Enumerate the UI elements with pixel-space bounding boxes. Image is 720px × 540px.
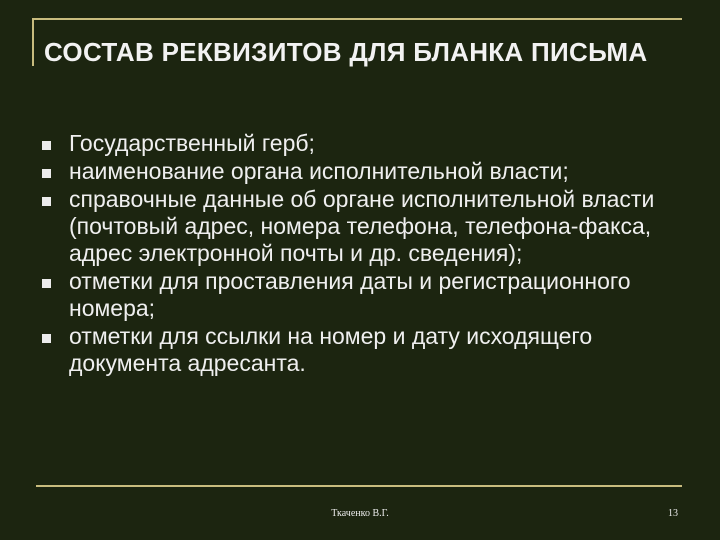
bullet-item [42,186,662,267]
bullet-item [42,130,662,157]
square-bullet-icon [42,334,51,343]
bullet-text: Государственный герб; [69,130,315,156]
square-bullet-icon [42,141,51,150]
bullet-text: отметки для проставления даты и регистрационного номера; [69,268,631,321]
bullet-item [42,158,662,185]
bullet-text: наименование органа исполнительной власти; [69,158,569,184]
bullet-list [42,130,662,378]
square-bullet-icon [42,197,51,206]
frame-top-line [32,18,682,20]
bullet-item [42,323,662,377]
frame-bottom-line [36,485,682,487]
square-bullet-icon [42,279,51,288]
frame-left-line [32,18,34,66]
page-number: 13 [668,508,678,519]
bullet-text: отметки для ссылки на номер и дату исходящего документа адресанта. [69,323,593,376]
slide-title: СОСТАВ РЕКВИЗИТОВ ДЛЯ БЛАНКА ПИСЬМА [44,37,648,67]
footer-author: Ткаченко В.Г. [331,508,389,519]
square-bullet-icon [42,169,51,178]
bullet-text: справочные данные об органе исполнительной власти (почтовый адрес, номера телефона, телефона-факса, адрес электронной почты и др. сведения); [69,186,655,266]
bullet-item [42,268,662,322]
